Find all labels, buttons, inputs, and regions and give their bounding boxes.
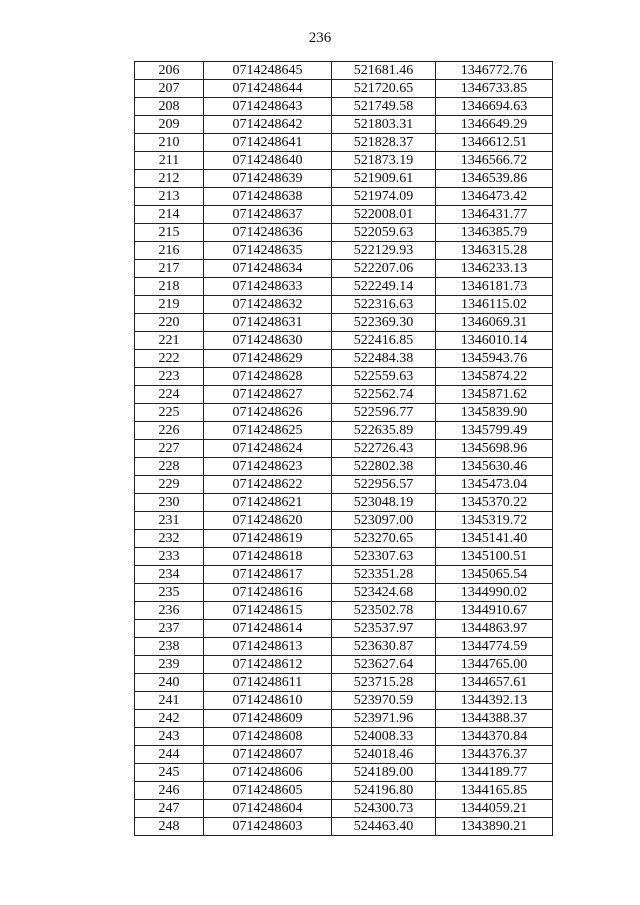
- y-coordinate-cell: 1344388.37: [436, 710, 553, 728]
- x-coordinate-cell: 521873.19: [332, 152, 436, 170]
- y-coordinate-cell: 1344376.37: [436, 746, 553, 764]
- table-row: [135, 656, 553, 674]
- table-row: [135, 260, 553, 278]
- code-cell: 0714248637: [204, 206, 332, 224]
- x-coordinate-cell: 524189.00: [332, 764, 436, 782]
- point-number-cell: 231: [135, 512, 204, 530]
- y-coordinate-cell: 1346181.73: [436, 278, 553, 296]
- table-row: [135, 512, 553, 530]
- x-coordinate-cell: 523970.59: [332, 692, 436, 710]
- y-coordinate-cell: 1346772.76: [436, 62, 553, 80]
- code-cell: 0714248630: [204, 332, 332, 350]
- table-row: [135, 170, 553, 188]
- code-cell: 0714248638: [204, 188, 332, 206]
- x-coordinate-cell: 522249.14: [332, 278, 436, 296]
- point-number-cell: 234: [135, 566, 204, 584]
- y-coordinate-cell: 1346115.02: [436, 296, 553, 314]
- x-coordinate-cell: 523502.78: [332, 602, 436, 620]
- y-coordinate-cell: 1345799.49: [436, 422, 553, 440]
- point-number-cell: 246: [135, 782, 204, 800]
- table-row: [135, 278, 553, 296]
- y-coordinate-cell: 1344370.84: [436, 728, 553, 746]
- x-coordinate-cell: 521828.37: [332, 134, 436, 152]
- y-coordinate-cell: 1346010.14: [436, 332, 553, 350]
- point-number-cell: 227: [135, 440, 204, 458]
- y-coordinate-cell: 1345943.76: [436, 350, 553, 368]
- table-row: [135, 494, 553, 512]
- point-number-cell: 230: [135, 494, 204, 512]
- table-row: [135, 368, 553, 386]
- table-row: [135, 638, 553, 656]
- code-cell: 0714248605: [204, 782, 332, 800]
- y-coordinate-cell: 1346069.31: [436, 314, 553, 332]
- x-coordinate-cell: 521974.09: [332, 188, 436, 206]
- code-cell: 0714248622: [204, 476, 332, 494]
- x-coordinate-cell: 522596.77: [332, 404, 436, 422]
- code-cell: 0714248623: [204, 458, 332, 476]
- code-cell: 0714248645: [204, 62, 332, 80]
- table-row: [135, 224, 553, 242]
- x-coordinate-cell: 522635.89: [332, 422, 436, 440]
- code-cell: 0714248619: [204, 530, 332, 548]
- y-coordinate-cell: 1346566.72: [436, 152, 553, 170]
- y-coordinate-cell: 1344392.13: [436, 692, 553, 710]
- point-number-cell: 213: [135, 188, 204, 206]
- code-cell: 0714248609: [204, 710, 332, 728]
- code-cell: 0714248617: [204, 566, 332, 584]
- point-number-cell: 211: [135, 152, 204, 170]
- x-coordinate-cell: 523715.28: [332, 674, 436, 692]
- y-coordinate-cell: 1344059.21: [436, 800, 553, 818]
- x-coordinate-cell: 522956.57: [332, 476, 436, 494]
- point-number-cell: 222: [135, 350, 204, 368]
- point-number-cell: 216: [135, 242, 204, 260]
- point-number-cell: 244: [135, 746, 204, 764]
- point-number-cell: 239: [135, 656, 204, 674]
- point-number-cell: 225: [135, 404, 204, 422]
- code-cell: 0714248627: [204, 386, 332, 404]
- x-coordinate-cell: 524196.80: [332, 782, 436, 800]
- code-cell: 0714248604: [204, 800, 332, 818]
- y-coordinate-cell: 1345698.96: [436, 440, 553, 458]
- code-cell: 0714248641: [204, 134, 332, 152]
- y-coordinate-cell: 1344774.59: [436, 638, 553, 656]
- table-body: [135, 62, 553, 836]
- x-coordinate-cell: 521803.31: [332, 116, 436, 134]
- y-coordinate-cell: 1344765.00: [436, 656, 553, 674]
- code-cell: 0714248611: [204, 674, 332, 692]
- table-row: [135, 296, 553, 314]
- x-coordinate-cell: 522129.93: [332, 242, 436, 260]
- point-number-cell: 209: [135, 116, 204, 134]
- code-cell: 0714248606: [204, 764, 332, 782]
- x-coordinate-cell: 523307.63: [332, 548, 436, 566]
- x-coordinate-cell: 521681.46: [332, 62, 436, 80]
- table-row: [135, 62, 553, 80]
- y-coordinate-cell: 1345473.04: [436, 476, 553, 494]
- code-cell: 0714248636: [204, 224, 332, 242]
- code-cell: 0714248633: [204, 278, 332, 296]
- code-cell: 0714248628: [204, 368, 332, 386]
- table-row: [135, 350, 553, 368]
- y-coordinate-cell: 1346733.85: [436, 80, 553, 98]
- y-coordinate-cell: 1345065.54: [436, 566, 553, 584]
- x-coordinate-cell: 523048.19: [332, 494, 436, 512]
- table-row: [135, 98, 553, 116]
- x-coordinate-cell: 524018.46: [332, 746, 436, 764]
- table-row: [135, 188, 553, 206]
- code-cell: 0714248644: [204, 80, 332, 98]
- x-coordinate-cell: 523424.68: [332, 584, 436, 602]
- code-cell: 0714248626: [204, 404, 332, 422]
- point-number-cell: 219: [135, 296, 204, 314]
- point-number-cell: 235: [135, 584, 204, 602]
- point-number-cell: 221: [135, 332, 204, 350]
- table-row: [135, 458, 553, 476]
- y-coordinate-cell: 1344657.61: [436, 674, 553, 692]
- point-number-cell: 233: [135, 548, 204, 566]
- point-number-cell: 206: [135, 62, 204, 80]
- x-coordinate-cell: 522316.63: [332, 296, 436, 314]
- table-row: [135, 782, 553, 800]
- table-row: [135, 476, 553, 494]
- code-cell: 0714248625: [204, 422, 332, 440]
- code-cell: 0714248639: [204, 170, 332, 188]
- x-coordinate-cell: 523971.96: [332, 710, 436, 728]
- code-cell: 0714248642: [204, 116, 332, 134]
- code-cell: 0714248629: [204, 350, 332, 368]
- table-row: [135, 548, 553, 566]
- point-number-cell: 232: [135, 530, 204, 548]
- y-coordinate-cell: 1343890.21: [436, 818, 553, 836]
- y-coordinate-cell: 1346649.29: [436, 116, 553, 134]
- y-coordinate-cell: 1344165.85: [436, 782, 553, 800]
- x-coordinate-cell: 523097.00: [332, 512, 436, 530]
- point-number-cell: 229: [135, 476, 204, 494]
- y-coordinate-cell: 1345370.22: [436, 494, 553, 512]
- y-coordinate-cell: 1345874.22: [436, 368, 553, 386]
- x-coordinate-cell: 524463.40: [332, 818, 436, 836]
- point-number-cell: 220: [135, 314, 204, 332]
- point-number-cell: 214: [135, 206, 204, 224]
- code-cell: 0714248613: [204, 638, 332, 656]
- table-row: [135, 674, 553, 692]
- code-cell: 0714248614: [204, 620, 332, 638]
- table-row: [135, 728, 553, 746]
- code-cell: 0714248620: [204, 512, 332, 530]
- y-coordinate-cell: 1346612.51: [436, 134, 553, 152]
- code-cell: 0714248643: [204, 98, 332, 116]
- point-number-cell: 207: [135, 80, 204, 98]
- point-number-cell: 215: [135, 224, 204, 242]
- table-row: [135, 152, 553, 170]
- table-row: [135, 800, 553, 818]
- y-coordinate-cell: 1344910.67: [436, 602, 553, 620]
- y-coordinate-cell: 1344990.02: [436, 584, 553, 602]
- table-row: [135, 116, 553, 134]
- x-coordinate-cell: 523630.87: [332, 638, 436, 656]
- table-row: [135, 530, 553, 548]
- table-row: [135, 80, 553, 98]
- table-row: [135, 584, 553, 602]
- table-row: [135, 764, 553, 782]
- code-cell: 0714248607: [204, 746, 332, 764]
- table-row: [135, 134, 553, 152]
- code-cell: 0714248624: [204, 440, 332, 458]
- point-number-cell: 210: [135, 134, 204, 152]
- x-coordinate-cell: 521720.65: [332, 80, 436, 98]
- y-coordinate-cell: 1345839.90: [436, 404, 553, 422]
- point-number-cell: 247: [135, 800, 204, 818]
- table-row: [135, 242, 553, 260]
- point-number-cell: 212: [135, 170, 204, 188]
- x-coordinate-cell: 522726.43: [332, 440, 436, 458]
- code-cell: 0714248635: [204, 242, 332, 260]
- code-cell: 0714248612: [204, 656, 332, 674]
- point-number-cell: 217: [135, 260, 204, 278]
- y-coordinate-cell: 1346694.63: [436, 98, 553, 116]
- page-number: 236: [308, 30, 332, 46]
- table-row: [135, 314, 553, 332]
- code-cell: 0714248618: [204, 548, 332, 566]
- x-coordinate-cell: 522562.74: [332, 386, 436, 404]
- y-coordinate-cell: 1345141.40: [436, 530, 553, 548]
- code-cell: 0714248632: [204, 296, 332, 314]
- x-coordinate-cell: 522416.85: [332, 332, 436, 350]
- table-row: [135, 602, 553, 620]
- y-coordinate-cell: 1346539.86: [436, 170, 553, 188]
- table-row: [135, 692, 553, 710]
- x-coordinate-cell: 523351.28: [332, 566, 436, 584]
- point-number-cell: 224: [135, 386, 204, 404]
- coordinates-table: [134, 61, 553, 836]
- x-coordinate-cell: 523270.65: [332, 530, 436, 548]
- table-row: [135, 620, 553, 638]
- point-number-cell: 226: [135, 422, 204, 440]
- table-row: [135, 422, 553, 440]
- code-cell: 0714248616: [204, 584, 332, 602]
- code-cell: 0714248603: [204, 818, 332, 836]
- x-coordinate-cell: 522484.38: [332, 350, 436, 368]
- y-coordinate-cell: 1345630.46: [436, 458, 553, 476]
- table-row: [135, 440, 553, 458]
- x-coordinate-cell: 522207.06: [332, 260, 436, 278]
- point-number-cell: 242: [135, 710, 204, 728]
- point-number-cell: 228: [135, 458, 204, 476]
- table-row: [135, 332, 553, 350]
- y-coordinate-cell: 1346233.13: [436, 260, 553, 278]
- code-cell: 0714248634: [204, 260, 332, 278]
- point-number-cell: 236: [135, 602, 204, 620]
- code-cell: 0714248610: [204, 692, 332, 710]
- point-number-cell: 237: [135, 620, 204, 638]
- point-number-cell: 248: [135, 818, 204, 836]
- point-number-cell: 243: [135, 728, 204, 746]
- point-number-cell: 245: [135, 764, 204, 782]
- table-row: [135, 566, 553, 584]
- code-cell: 0714248640: [204, 152, 332, 170]
- x-coordinate-cell: 522369.30: [332, 314, 436, 332]
- x-coordinate-cell: 522559.63: [332, 368, 436, 386]
- y-coordinate-cell: 1345100.51: [436, 548, 553, 566]
- y-coordinate-cell: 1346385.79: [436, 224, 553, 242]
- point-number-cell: 240: [135, 674, 204, 692]
- x-coordinate-cell: 522802.38: [332, 458, 436, 476]
- code-cell: 0714248615: [204, 602, 332, 620]
- point-number-cell: 218: [135, 278, 204, 296]
- code-cell: 0714248621: [204, 494, 332, 512]
- y-coordinate-cell: 1345319.72: [436, 512, 553, 530]
- x-coordinate-cell: 521749.58: [332, 98, 436, 116]
- code-cell: 0714248608: [204, 728, 332, 746]
- x-coordinate-cell: 523537.97: [332, 620, 436, 638]
- x-coordinate-cell: 521909.61: [332, 170, 436, 188]
- y-coordinate-cell: 1346431.77: [436, 206, 553, 224]
- x-coordinate-cell: 523627.64: [332, 656, 436, 674]
- point-number-cell: 241: [135, 692, 204, 710]
- x-coordinate-cell: 522008.01: [332, 206, 436, 224]
- y-coordinate-cell: 1344189.77: [436, 764, 553, 782]
- point-number-cell: 208: [135, 98, 204, 116]
- table-row: [135, 710, 553, 728]
- table-row: [135, 818, 553, 836]
- table-row: [135, 404, 553, 422]
- point-number-cell: 223: [135, 368, 204, 386]
- code-cell: 0714248631: [204, 314, 332, 332]
- table-row: [135, 386, 553, 404]
- x-coordinate-cell: 522059.63: [332, 224, 436, 242]
- x-coordinate-cell: 524300.73: [332, 800, 436, 818]
- point-number-cell: 238: [135, 638, 204, 656]
- table-row: [135, 206, 553, 224]
- y-coordinate-cell: 1345871.62: [436, 386, 553, 404]
- x-coordinate-cell: 524008.33: [332, 728, 436, 746]
- y-coordinate-cell: 1346315.28: [436, 242, 553, 260]
- table-row: [135, 746, 553, 764]
- y-coordinate-cell: 1346473.42: [436, 188, 553, 206]
- y-coordinate-cell: 1344863.97: [436, 620, 553, 638]
